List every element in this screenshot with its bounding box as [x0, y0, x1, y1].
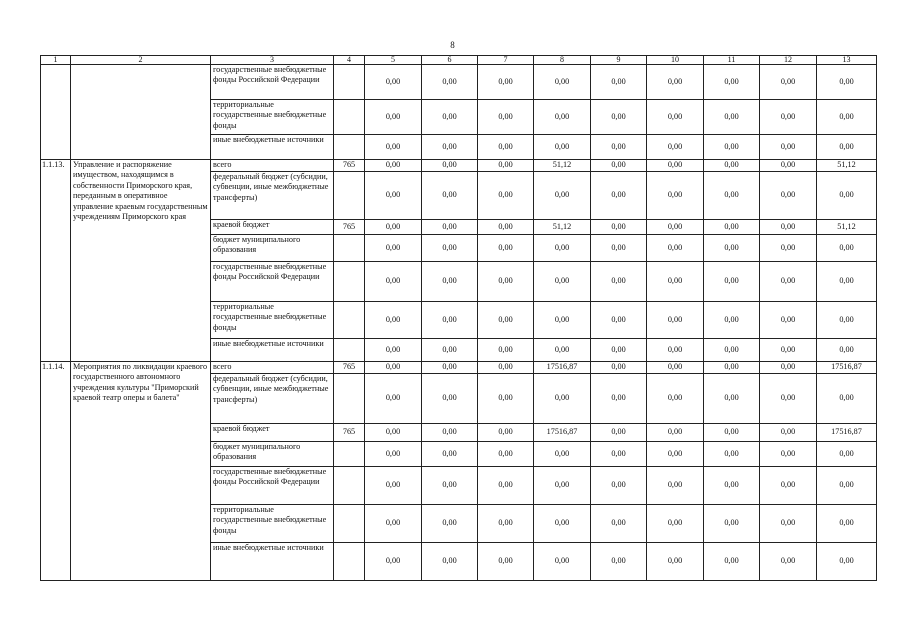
amount-cell: 0,00: [422, 65, 478, 100]
column-number-6: 6: [422, 56, 478, 65]
budget-code: [334, 262, 365, 302]
amount-cell: 0,00: [478, 362, 534, 374]
amount-cell: 0,00: [817, 442, 877, 467]
amount-cell: 0,00: [704, 442, 760, 467]
column-number-10: 10: [647, 56, 704, 65]
amount-cell: 0,00: [591, 505, 647, 543]
budget-code: [334, 302, 365, 339]
amount-cell: 0,00: [591, 362, 647, 374]
amount-cell: 0,00: [647, 442, 704, 467]
amount-cell: 0,00: [478, 100, 534, 135]
table-row: [41, 160, 877, 172]
amount-cell: 0,00: [647, 172, 704, 220]
amount-cell: 17516,87: [817, 362, 877, 374]
amount-cell: 0,00: [760, 362, 817, 374]
amount-cell: 0,00: [534, 302, 591, 339]
funding-source: федеральный бюджет (субсидии, субвенции, иные межбюджетные трансферты): [211, 172, 334, 220]
amount-cell: 0,00: [704, 220, 760, 235]
amount-cell: 0,00: [478, 172, 534, 220]
amount-cell: 0,00: [534, 442, 591, 467]
amount-cell: 51,12: [817, 220, 877, 235]
amount-cell: 0,00: [704, 100, 760, 135]
funding-source: государственные внебюджетные фонды Российской Федерации: [211, 467, 334, 505]
funding-source: краевой бюджет: [211, 424, 334, 442]
amount-cell: 0,00: [704, 339, 760, 362]
amount-cell: 0,00: [422, 100, 478, 135]
amount-cell: 0,00: [647, 262, 704, 302]
column-number-8: 8: [534, 56, 591, 65]
amount-cell: 0,00: [760, 135, 817, 160]
amount-cell: 0,00: [534, 467, 591, 505]
budget-code: [334, 172, 365, 220]
item-number: 1.1.13.: [41, 160, 71, 362]
amount-cell: 0,00: [817, 262, 877, 302]
amount-cell: 0,00: [478, 543, 534, 581]
amount-cell: 0,00: [591, 100, 647, 135]
amount-cell: 0,00: [422, 172, 478, 220]
amount-cell: 0,00: [478, 374, 534, 424]
amount-cell: 0,00: [422, 302, 478, 339]
amount-cell: 0,00: [817, 172, 877, 220]
amount-cell: 0,00: [365, 100, 422, 135]
budget-code: 765: [334, 220, 365, 235]
amount-cell: 0,00: [817, 302, 877, 339]
amount-cell: 0,00: [478, 262, 534, 302]
item-number: 1.1.14.: [41, 362, 71, 581]
amount-cell: 0,00: [817, 467, 877, 505]
amount-cell: 0,00: [365, 220, 422, 235]
funding-source: иные внебюджетные источники: [211, 135, 334, 160]
amount-cell: 0,00: [534, 543, 591, 581]
amount-cell: 0,00: [365, 467, 422, 505]
amount-cell: 0,00: [365, 302, 422, 339]
budget-code: [334, 543, 365, 581]
funding-source: бюджет муниципального образования: [211, 442, 334, 467]
amount-cell: 0,00: [647, 339, 704, 362]
table-row: [41, 362, 877, 374]
amount-cell: 0,00: [817, 100, 877, 135]
amount-cell: 0,00: [704, 302, 760, 339]
amount-cell: 0,00: [534, 65, 591, 100]
amount-cell: 0,00: [760, 172, 817, 220]
column-number-9: 9: [591, 56, 647, 65]
amount-cell: 0,00: [365, 172, 422, 220]
funding-source: территориальные государственные внебюджетные фонды: [211, 505, 334, 543]
amount-cell: 0,00: [365, 339, 422, 362]
funding-source: государственные внебюджетные фонды Российской Федерации: [211, 262, 334, 302]
amount-cell: 0,00: [422, 362, 478, 374]
amount-cell: 0,00: [591, 235, 647, 262]
funding-source: территориальные государственные внебюджетные фонды: [211, 100, 334, 135]
amount-cell: 0,00: [817, 235, 877, 262]
amount-cell: 0,00: [478, 302, 534, 339]
amount-cell: 0,00: [760, 543, 817, 581]
amount-cell: 0,00: [704, 374, 760, 424]
amount-cell: 0,00: [478, 505, 534, 543]
budget-code: 765: [334, 362, 365, 374]
funding-source: всего: [211, 362, 334, 374]
budget-table: [40, 55, 877, 581]
amount-cell: 0,00: [591, 172, 647, 220]
amount-cell: 0,00: [760, 302, 817, 339]
amount-cell: 0,00: [704, 65, 760, 100]
amount-cell: 0,00: [704, 467, 760, 505]
amount-cell: 0,00: [422, 235, 478, 262]
funding-source: государственные внебюджетные фонды Российской Федерации: [211, 65, 334, 100]
budget-code: [334, 135, 365, 160]
amount-cell: 0,00: [760, 220, 817, 235]
amount-cell: 0,00: [817, 543, 877, 581]
amount-cell: 0,00: [365, 135, 422, 160]
amount-cell: 0,00: [817, 505, 877, 543]
funding-source: федеральный бюджет (субсидии, субвенции, иные межбюджетные трансферты): [211, 374, 334, 424]
amount-cell: 0,00: [704, 543, 760, 581]
amount-cell: 0,00: [760, 100, 817, 135]
amount-cell: 0,00: [591, 467, 647, 505]
amount-cell: 0,00: [478, 65, 534, 100]
amount-cell: 0,00: [422, 160, 478, 172]
amount-cell: 0,00: [704, 235, 760, 262]
amount-cell: 0,00: [647, 160, 704, 172]
column-number-11: 11: [704, 56, 760, 65]
amount-cell: 0,00: [591, 374, 647, 424]
amount-cell: 0,00: [534, 100, 591, 135]
page-number: 8: [450, 40, 455, 50]
column-number-13: 13: [817, 56, 877, 65]
amount-cell: 0,00: [365, 374, 422, 424]
amount-cell: 0,00: [422, 374, 478, 424]
amount-cell: 0,00: [365, 65, 422, 100]
amount-cell: 17516,87: [534, 424, 591, 442]
budget-code: 765: [334, 424, 365, 442]
amount-cell: 0,00: [647, 543, 704, 581]
funding-source: иные внебюджетные источники: [211, 339, 334, 362]
amount-cell: 0,00: [422, 505, 478, 543]
amount-cell: 0,00: [365, 505, 422, 543]
amount-cell: 0,00: [422, 262, 478, 302]
amount-cell: 51,12: [534, 220, 591, 235]
amount-cell: 0,00: [534, 172, 591, 220]
amount-cell: 0,00: [591, 424, 647, 442]
amount-cell: 0,00: [817, 135, 877, 160]
amount-cell: 0,00: [478, 442, 534, 467]
column-number-4: 4: [334, 56, 365, 65]
amount-cell: 0,00: [478, 339, 534, 362]
amount-cell: 0,00: [591, 220, 647, 235]
amount-cell: 0,00: [704, 424, 760, 442]
amount-cell: 0,00: [591, 543, 647, 581]
budget-code: 765: [334, 160, 365, 172]
amount-cell: 0,00: [704, 135, 760, 160]
column-number-2: 2: [71, 56, 211, 65]
amount-cell: 0,00: [534, 505, 591, 543]
budget-code: [334, 235, 365, 262]
amount-cell: 0,00: [591, 339, 647, 362]
funding-source: всего: [211, 160, 334, 172]
amount-cell: 0,00: [647, 424, 704, 442]
amount-cell: 0,00: [704, 172, 760, 220]
table-body: [41, 56, 877, 581]
amount-cell: 17516,87: [534, 362, 591, 374]
funding-source: иные внебюджетные источники: [211, 543, 334, 581]
item-name: [71, 65, 211, 160]
amount-cell: 0,00: [647, 374, 704, 424]
column-number-7: 7: [478, 56, 534, 65]
funding-source: краевой бюджет: [211, 220, 334, 235]
amount-cell: 0,00: [647, 505, 704, 543]
amount-cell: 0,00: [760, 505, 817, 543]
amount-cell: 0,00: [760, 262, 817, 302]
amount-cell: 0,00: [591, 302, 647, 339]
amount-cell: 0,00: [817, 374, 877, 424]
budget-code: [334, 374, 365, 424]
amount-cell: 0,00: [760, 65, 817, 100]
amount-cell: 0,00: [704, 262, 760, 302]
amount-cell: 0,00: [704, 505, 760, 543]
amount-cell: 0,00: [704, 362, 760, 374]
amount-cell: 0,00: [591, 135, 647, 160]
table-row: [41, 65, 877, 100]
amount-cell: 0,00: [365, 160, 422, 172]
amount-cell: 0,00: [647, 235, 704, 262]
amount-cell: 0,00: [422, 424, 478, 442]
amount-cell: 0,00: [534, 374, 591, 424]
amount-cell: 0,00: [817, 65, 877, 100]
amount-cell: 0,00: [365, 424, 422, 442]
amount-cell: 0,00: [365, 362, 422, 374]
column-number-1: 1: [41, 56, 71, 65]
budget-code: [334, 442, 365, 467]
budget-code: [334, 339, 365, 362]
amount-cell: 0,00: [478, 424, 534, 442]
amount-cell: 0,00: [534, 135, 591, 160]
amount-cell: 0,00: [760, 235, 817, 262]
amount-cell: 0,00: [534, 262, 591, 302]
amount-cell: 0,00: [365, 442, 422, 467]
amount-cell: 0,00: [760, 374, 817, 424]
amount-cell: 0,00: [534, 339, 591, 362]
amount-cell: 0,00: [760, 467, 817, 505]
amount-cell: 0,00: [365, 262, 422, 302]
amount-cell: 0,00: [478, 135, 534, 160]
amount-cell: 0,00: [647, 65, 704, 100]
column-number-3: 3: [211, 56, 334, 65]
item-name: Управление и распоряжение имуществом, находящимся в собственности Приморского края, переданным в оперативное управление краевым государственным учреждениям Приморского края: [71, 160, 211, 362]
amount-cell: 0,00: [365, 543, 422, 581]
amount-cell: 0,00: [647, 135, 704, 160]
amount-cell: 0,00: [422, 135, 478, 160]
amount-cell: 0,00: [647, 302, 704, 339]
column-number-row: [41, 56, 877, 65]
amount-cell: 0,00: [760, 442, 817, 467]
column-number-12: 12: [760, 56, 817, 65]
amount-cell: 0,00: [591, 262, 647, 302]
amount-cell: 0,00: [591, 442, 647, 467]
item-name: Мероприятия по ликвидации краевого государственного автономного учреждения культуры "Приморский краевой театр оперы и балета": [71, 362, 211, 581]
amount-cell: 0,00: [647, 100, 704, 135]
amount-cell: 0,00: [422, 220, 478, 235]
amount-cell: 0,00: [422, 339, 478, 362]
amount-cell: 0,00: [760, 339, 817, 362]
amount-cell: 0,00: [365, 235, 422, 262]
amount-cell: 0,00: [478, 220, 534, 235]
amount-cell: 0,00: [422, 543, 478, 581]
budget-code: [334, 505, 365, 543]
amount-cell: 0,00: [591, 65, 647, 100]
amount-cell: 51,12: [534, 160, 591, 172]
item-number: [41, 65, 71, 160]
amount-cell: 0,00: [422, 442, 478, 467]
amount-cell: 0,00: [647, 220, 704, 235]
amount-cell: 51,12: [817, 160, 877, 172]
amount-cell: 0,00: [760, 160, 817, 172]
amount-cell: 0,00: [704, 160, 760, 172]
amount-cell: 0,00: [422, 467, 478, 505]
amount-cell: 0,00: [534, 235, 591, 262]
budget-code: [334, 467, 365, 505]
budget-code: [334, 100, 365, 135]
amount-cell: 0,00: [647, 362, 704, 374]
budget-code: [334, 65, 365, 100]
amount-cell: 0,00: [591, 160, 647, 172]
column-number-5: 5: [365, 56, 422, 65]
funding-source: территориальные государственные внебюджетные фонды: [211, 302, 334, 339]
funding-source: бюджет муниципального образования: [211, 235, 334, 262]
amount-cell: 0,00: [478, 467, 534, 505]
amount-cell: 0,00: [478, 235, 534, 262]
amount-cell: 0,00: [478, 160, 534, 172]
amount-cell: 0,00: [760, 424, 817, 442]
amount-cell: 17516,87: [817, 424, 877, 442]
amount-cell: 0,00: [817, 339, 877, 362]
amount-cell: 0,00: [647, 467, 704, 505]
